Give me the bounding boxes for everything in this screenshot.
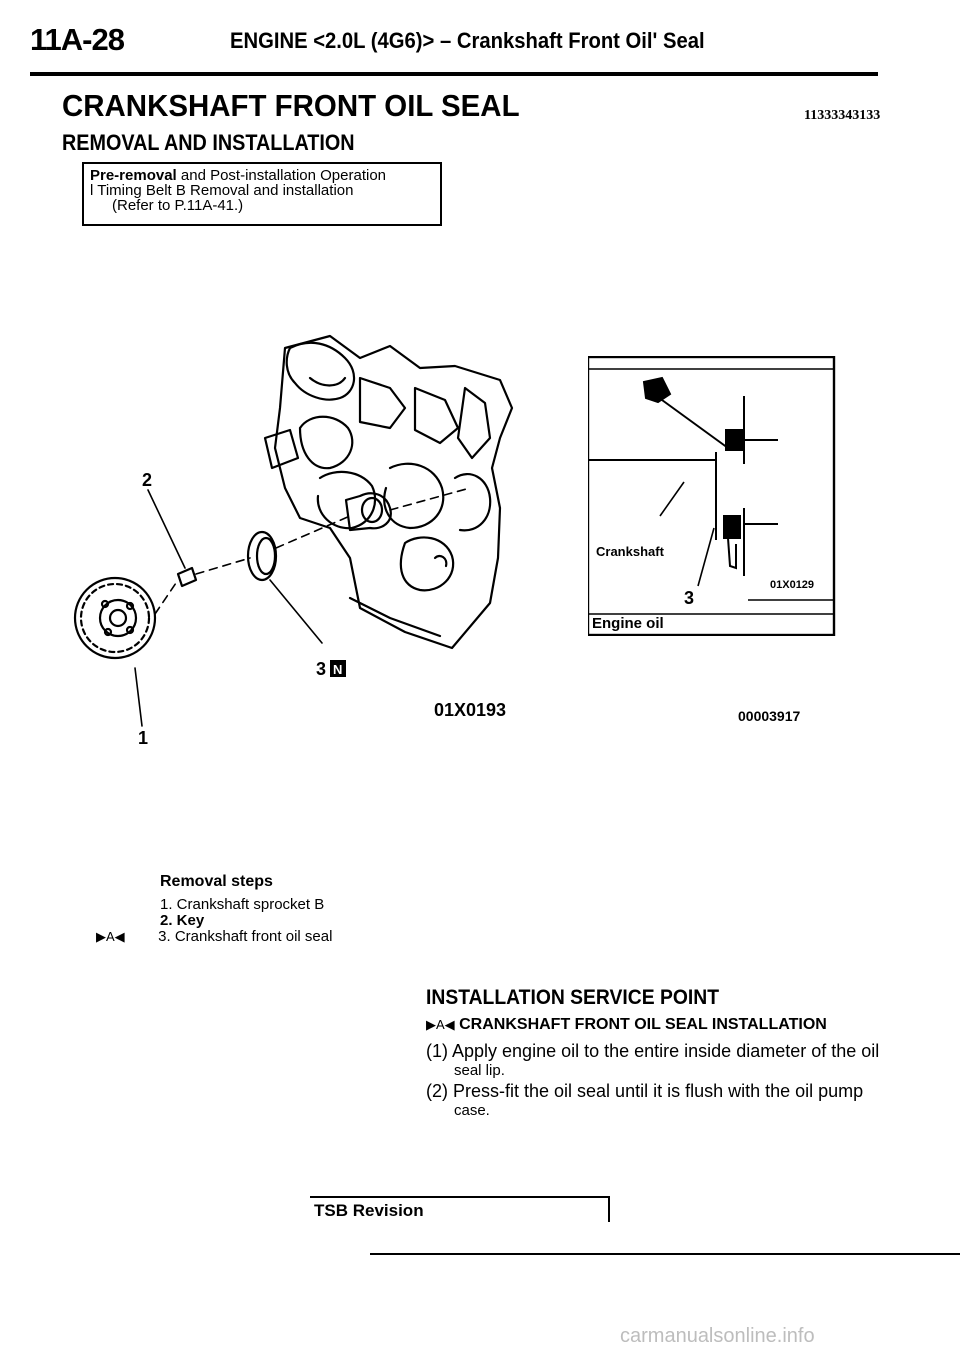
instruction-1-text: (1) Apply engine oil to the entire inside diameter of the oil <box>426 1041 880 1061</box>
label-3: 3 <box>316 659 327 679</box>
figure2-code: 00003917 <box>738 708 801 724</box>
page-number: 11A-28 <box>30 22 124 57</box>
engine-oil-label: Engine oil <box>592 615 664 632</box>
refer-line: (Refer to P.11A-41.) <box>112 197 244 214</box>
section-subheading: REMOVAL AND INSTALLATION <box>62 130 355 155</box>
instruction-1-cont: seal lip. <box>454 1062 505 1079</box>
crankshaft-label: Crankshaft <box>596 544 664 559</box>
installation-heading: INSTALLATION SERVICE POINT <box>426 986 720 1009</box>
doc-code: 11333343133 <box>804 108 881 123</box>
figure1-code: 01X0193 <box>434 700 507 720</box>
removal-step <box>160 897 332 913</box>
instruction-2-cont: case. <box>454 1102 490 1119</box>
tsb-revision-label: TSB Revision <box>314 1201 424 1220</box>
watermark: carmanualsonline.info <box>620 1325 815 1347</box>
detail-small-code: 01X0129 <box>770 579 815 591</box>
exploded-view-diagram <box>60 318 530 758</box>
removal-step-text: 2. Key <box>160 912 205 929</box>
service-point-marker: ▶A◀ <box>96 929 125 944</box>
pre-removal-box <box>82 162 442 226</box>
header-divider <box>30 72 878 76</box>
removal-steps <box>96 873 333 945</box>
label-1: 1 <box>138 728 149 748</box>
removal-step <box>160 913 332 929</box>
pre-removal-rest: and Post-installation Operation <box>176 167 387 184</box>
removal-step-text: 3. Crankshaft front oil seal <box>158 928 333 945</box>
header-title: ENGINE <2.0L (4G6)> – Crankshaft Front Oil' Seal <box>230 28 705 53</box>
removal-step <box>96 929 332 945</box>
new-part-letter: N <box>333 662 343 677</box>
pre-removal-label: Pre-removal <box>90 167 177 184</box>
page-title: CRANKSHAFT FRONT OIL SEAL <box>62 88 520 123</box>
footer-divider <box>370 1253 960 1255</box>
seal-detail-diagram <box>588 356 836 636</box>
detail-label-3: 3 <box>684 588 695 608</box>
installation-subheading <box>426 1016 827 1034</box>
timing-belt-line: l Timing Belt B Removal and installation <box>90 182 354 199</box>
service-point-marker: ▶A◀ <box>426 1017 455 1032</box>
instruction-2-text: (2) Press-fit the oil seal until it is flush with the oil pump <box>426 1081 864 1101</box>
instruction-1 <box>426 1042 879 1080</box>
label-2: 2 <box>142 470 153 490</box>
tsb-revision-box <box>310 1196 610 1222</box>
removal-steps-title: Removal steps <box>160 873 273 890</box>
installation-subheading-text: CRANKSHAFT FRONT OIL SEAL INSTALLATION <box>459 1016 827 1033</box>
instruction-2 <box>426 1082 863 1120</box>
removal-step-text: 1. Crankshaft sprocket B <box>160 896 325 913</box>
